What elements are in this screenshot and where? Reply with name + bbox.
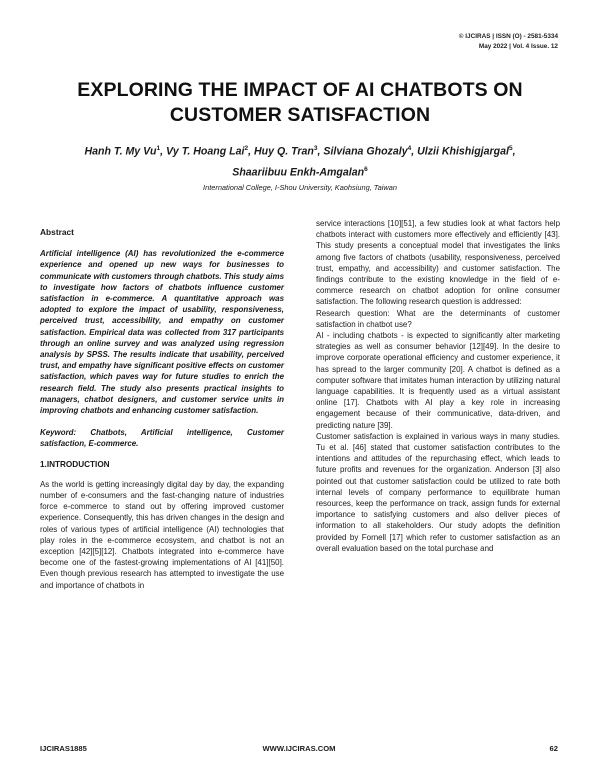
author-affil-mark: 4	[407, 145, 412, 152]
abstract-heading: Abstract	[40, 227, 74, 237]
author-affil-mark: 3	[313, 145, 318, 152]
author-name: Vy T. Hoang Lai	[166, 145, 245, 158]
author-name: Huy Q. Tran	[254, 145, 314, 158]
author-name: Ulzii Khishigjargal	[417, 145, 509, 158]
intro-paragraph-1: As the world is getting increasingly digital day by day, the expanding number of e-consumers and the fast-changing nature of industries force e-commerce to stand out by offering improved customer experience. Consequently, this has driven changes in the design and roles of various types of artificial intelligence (AI) technologies that play roles in the e-commerce ecosystem, and chatbot is not an exception [42][5][12]. Chatbots integrated into e-commerce have become one of the fastest-growing implementations of AI [41][50]. Even though previous research has attempted to investigate the use and importance of chatbots in	[40, 479, 284, 590]
author-affil-mark: 6	[364, 165, 368, 173]
author-name: Silviana Ghozaly	[323, 145, 408, 158]
research-question: Research question: What are the determinants of customer satisfaction in chatbot use?	[316, 308, 560, 329]
left-column	[40, 218, 284, 591]
abstract-text: Artificial intelligence (AI) has revolutionized the e-commerce experience and opened up new ways for businesses to communicate with customers through chatbots. This study aims to investigate how factors of chatbots influence customer satisfaction in e-commerce. A quantitative approach was adopted to explore the impact of usability, responsiveness, perceived trust, accessibility, and empathy on customer satisfaction. Empirical data was collected from 317 participants through an online survey and was analyzed using regression analysis by SPSS. The results indicate that usability, perceived trust, and empathy have significant positive effects on customer satisfaction, which paves way for future studies to enrich the research field. The study also presents practical insights to managers, chatbot designers, and customer service units in improving chatbots and enhancing customer satisfaction.	[40, 249, 284, 416]
author-affil-mark: 2	[244, 145, 249, 152]
intro-paragraph-4: Customer satisfaction is explained in various ways in many studies. Tu et al. [46] stated that customer satisfaction contributes to the intentions and attitudes of the repurchasing effect, which leads to future profits and revenues for the organization. Anderson [3] also pointed out that customer satisfaction could be utilized to rate both internal levels of company performance to equilibrate human resources, keep the performance on track, assign funds for external importance to satisfying customers and also deliver pieces of information to all stakeholders. Our study adopts the definition provided by Fornell [17] which refer to customer satisfaction as an overall evaluation based on the total purchase and	[316, 431, 560, 553]
author-list: Hanh T. My Vu$^1$, Vy T. Hoang Lai$^2$, Huy Q. Tran$^3$, Silviana Ghozaly$^4$, Ulzii Khishigjargal$^5$, Shaariibuu Enkh-Amgalan$^6$	[84, 145, 516, 179]
author-affil-mark: 5	[508, 145, 513, 152]
author-name: Hanh T. My Vu	[84, 145, 157, 158]
intro-paragraph-3: AI - including chatbots - is expected to significantly alter marketing strategies as well as consumer behavior [12][49]. In the desire to improve corporate operational efficiency and customer experience, it has spread to the larger community [20]. A chatbot is defined as a computer software that imitates human interaction by utilizing natural language capabilities. It is frequently used as a virtual assistant online [17]. Chatbots with AI play a key role in increasing engagement because of their communicative, data-driven, and predicting nature [39].	[316, 331, 560, 430]
right-column	[316, 218, 560, 554]
footer-paper-id: IJCIRAS1885	[40, 744, 87, 753]
page-number: 62	[549, 744, 558, 753]
journal-header	[459, 32, 558, 52]
footer-website: WWW.IJCIRAS.COM	[262, 744, 336, 753]
paper-title-line-2: CUSTOMER SATISFACTION	[169, 104, 431, 126]
keywords: Keyword: Chatbots, Artificial intelligence, Customer satisfaction, E-commerce.	[40, 428, 284, 449]
intro-paragraph-2: service interactions [10][51], a few studies look at what factors help chatbots interact with customers more effectively and efficiently [43]. This study presents a conceptual model that investigates the links among five factors of chatbots (usability, responsiveness, perceived trust, empathy, and accessibility) and customer satisfaction. The findings contribute to the existing knowledge in the field of e-commerce research on chatbot adoption for online consumer satisfaction. The following research question is addressed:	[316, 219, 560, 307]
section-heading-introduction: 1.INTRODUCTION	[40, 459, 110, 469]
journal-issn: © IJCIRAS | ISSN (O) - 2581-5334	[458, 33, 558, 40]
page-footer	[40, 744, 558, 756]
affiliation: International College, I-Shou University, Kaohsiung, Taiwan	[203, 183, 397, 192]
paper-title	[40, 78, 560, 128]
author-affil-mark: 1	[156, 145, 161, 152]
journal-issue: May 2022 | Vol. 4 Issue. 12	[478, 43, 558, 50]
author-name: Shaariibuu Enkh-Amgalan	[232, 166, 365, 179]
paper-title-line-1: EXPLORING THE IMPACT OF AI CHATBOTS ON	[77, 79, 523, 101]
